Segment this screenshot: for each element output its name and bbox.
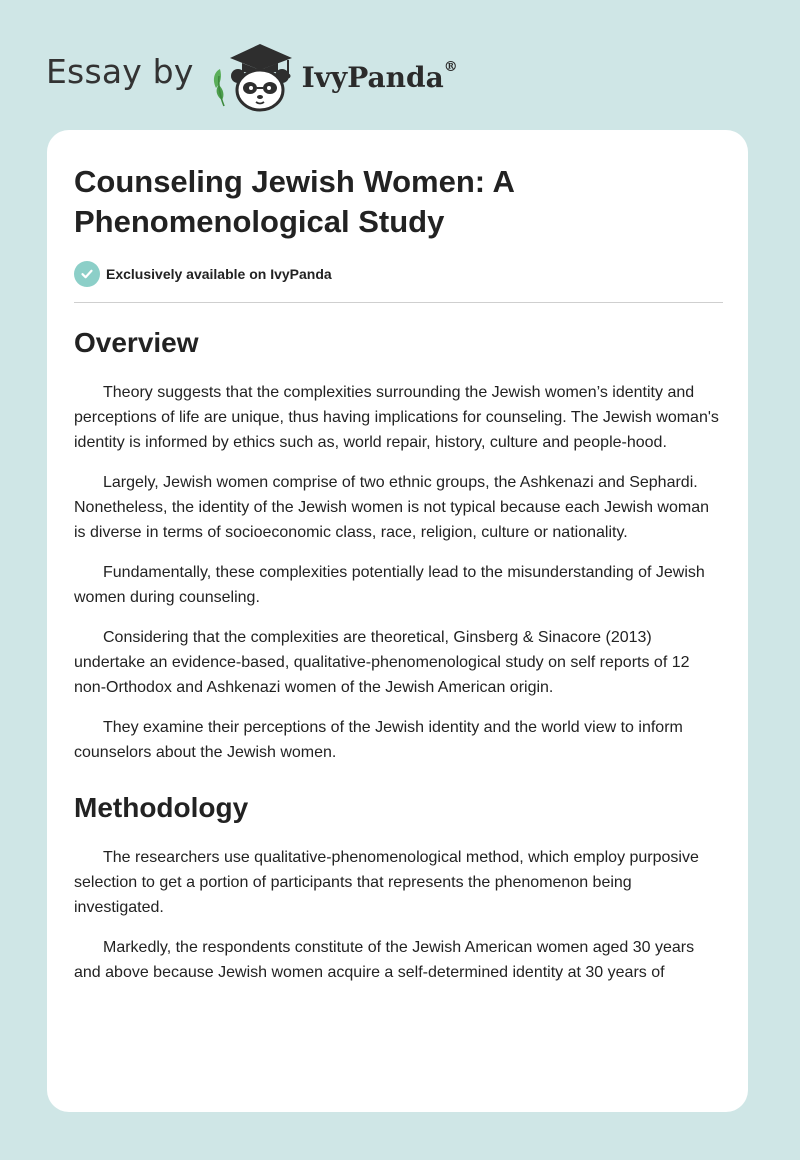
paragraph: The researchers use qualitative-phenomenological method, which employ purposive selection to get a portion of participants that represents the phenomenon being investigated. — [74, 849, 699, 916]
check-icon — [74, 261, 100, 287]
exclusive-badge — [74, 260, 722, 288]
registered-mark: ® — [443, 58, 458, 75]
paragraph: They examine their perceptions of the Jewish identity and the world view to inform counselors about the Jewish women. — [74, 719, 683, 761]
panda-graduate-icon[interactable] — [208, 36, 300, 112]
section-heading: Methodology — [74, 792, 249, 823]
paragraph: Considering that the complexities are theoretical, Ginsberg & Sinacore (2013) undertake an evidence-based, qualitative-phenomenological study on self reports of 12 non-Orthodox and Ashkenazi women of the Jewish American origin. — [74, 629, 690, 696]
brand-prefix: Essay by — [46, 51, 194, 91]
section-methodology — [74, 791, 722, 985]
divider — [74, 302, 723, 303]
site-header — [46, 34, 458, 114]
essay-card — [47, 130, 748, 1112]
brand-name[interactable]: IvyPanda® — [301, 58, 458, 94]
paragraph: Theory suggests that the complexities surrounding the Jewish women’s identity and perceptions of life are unique, thus having implications for counseling. The Jewish woman's identity is informed by ethics such as, world repair, history, culture and people-hood. — [74, 384, 719, 451]
paragraph: Largely, Jewish women comprise of two ethnic groups, the Ashkenazi and Sephardi. Nonetheless, the identity of the Jewish women is not typical because each Jewish woman is diverse in terms of socioeconomic class, race, religion, culture or nationality. — [74, 474, 710, 541]
page-title: Counseling Jewish Women: A Phenomenological Study — [74, 164, 514, 239]
section-heading: Overview — [74, 327, 199, 358]
exclusive-label: Exclusively available on IvyPanda — [106, 266, 332, 282]
paragraph: Fundamentally, these complexities potentially lead to the misunderstanding of Jewish women during counseling. — [74, 564, 705, 606]
paragraph: Markedly, the respondents constitute of the Jewish American women aged 30 years and above because Jewish women acquire a self-determined identity at 30 years of — [74, 939, 695, 981]
section-overview — [74, 326, 722, 765]
